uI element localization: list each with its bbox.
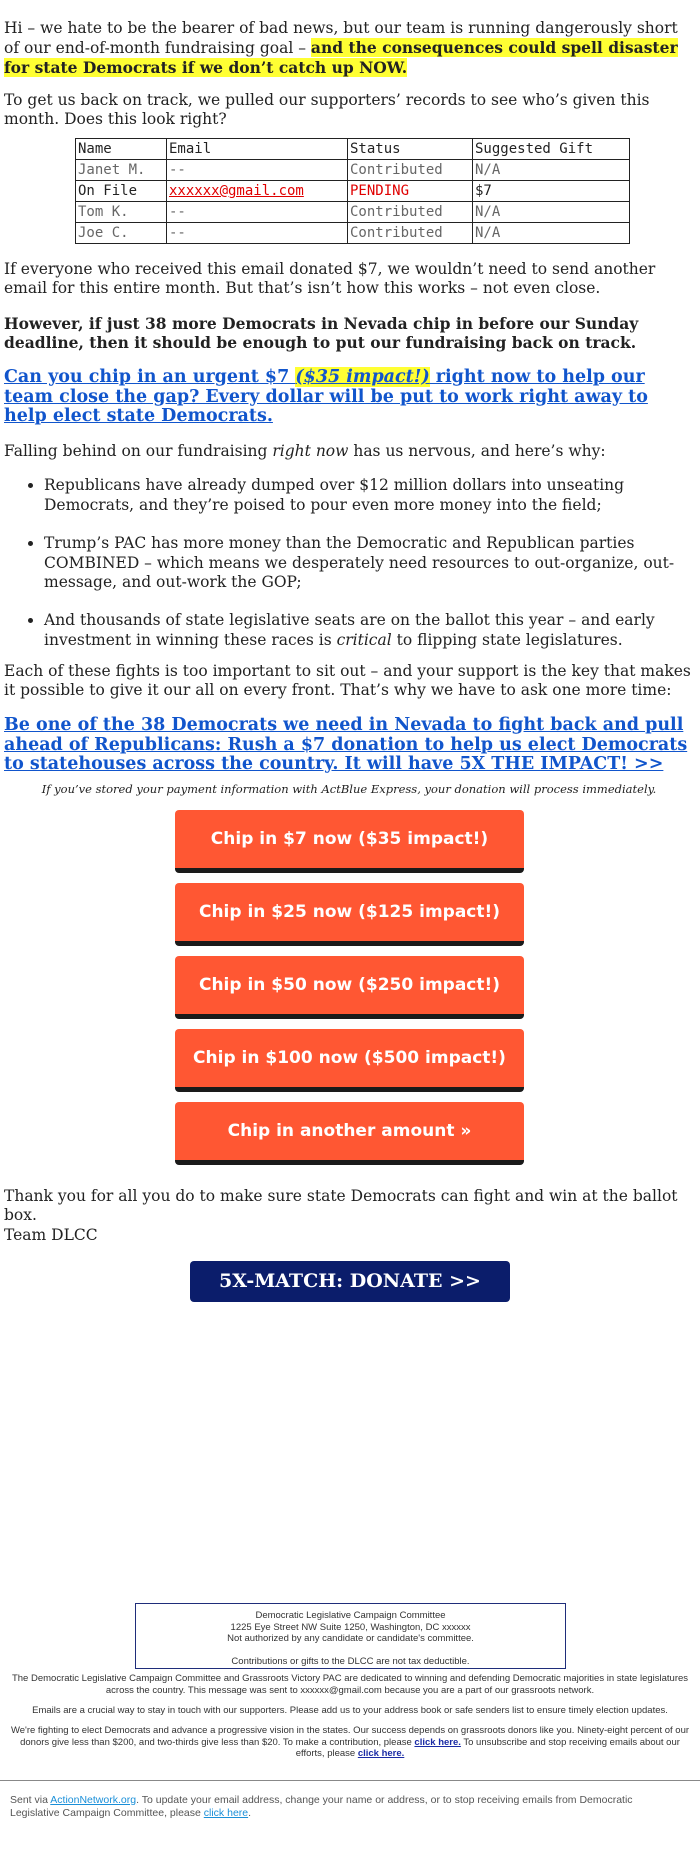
donate-25-button[interactable]: Chip in $25 now ($125 impact!) [175, 883, 524, 946]
cell-status: Contributed [348, 202, 473, 223]
cell-name: On File [76, 181, 167, 202]
however-paragraph: However, if just 38 more Democrats in Nevada chip in before our Sunday deadline, then it should be enough to put our fundraising back on track. [4, 314, 639, 352]
cell-status-pending: PENDING [348, 181, 473, 202]
table-row [76, 181, 630, 202]
contribute-link[interactable]: click here. [414, 1736, 461, 1748]
chip-in-link[interactable] [4, 368, 694, 427]
reason-text: Trump’s PAC has more money than the Democratic and Republican parties COMBINED – which means we desperately need resources to out-organize, out-message, and out-work the GOP; [44, 534, 675, 591]
list-item [44, 534, 690, 593]
cell-gift: N/A [473, 202, 630, 223]
donate-other-amount-button[interactable]: Chip in another amount » [175, 1102, 524, 1165]
donate-7-button[interactable]: Chip in $7 now ($35 impact!) [175, 810, 524, 873]
actblue-express-note: If you’ve stored your payment information with ActBlue Express, your donation will process immediately. [41, 782, 657, 796]
table-header-row [76, 139, 630, 160]
cell-gift: $7 [473, 181, 630, 202]
header-status: Status [348, 139, 473, 160]
falling-paragraph [4, 442, 690, 461]
sent-via-text: Sent via [10, 1794, 51, 1806]
header-name: Name [76, 139, 167, 160]
intro-highlight: and the consequences could spell disaster for state Democrats if we don’t catch up NOW. [4, 38, 678, 77]
everyone-paragraph: If everyone who received this email donated $7, we wouldn’t need to send another email for this entire month. But that’s isn’t how this works – not even close. [4, 260, 656, 297]
records-paragraph: To get us back on track, we pulled our supporters’ records to see who’s given this month. Does this look right? [4, 91, 650, 128]
footer-spacer [136, 1645, 565, 1657]
reason-text-emph: critical [336, 630, 392, 649]
cell-name: Tom K. [76, 202, 167, 223]
chip-in-link-before: Can you chip in an urgent $7 [4, 367, 296, 387]
donor-table [75, 138, 630, 244]
table-row [76, 202, 630, 223]
cell-email: -- [167, 223, 348, 244]
falling-before: Falling behind on our fundraising [4, 442, 273, 460]
cell-gift: N/A [473, 160, 630, 181]
donate-100-button[interactable]: Chip in $100 now ($500 impact!) [175, 1029, 524, 1092]
chip-in-link-impact: ($35 impact!) [295, 367, 430, 387]
list-item [44, 611, 690, 650]
footer-tax-note: Contributions or gifts to the DLCC are not tax deductible. [231, 1656, 470, 1667]
footer-fighting-text: We're fighting to elect Democrats and advance a progressive vision in the states. Our success depends on grassroots donors like you. Ninety-eight percent of our donors give less than $200, and two-thirds give less than $20. To make a contribution, please [10, 1725, 690, 1748]
footer-dedicated: The Democratic Legislative Campaign Committee and Grassroots Victory PAC are dedicated to winning and defending Democratic majorities in state legislatures across the country. This message was sent to xxxxxx@gmail.com because you are a part of our grassroots network. [11, 1673, 689, 1696]
unsubscribe-link[interactable]: click here. [357, 1748, 405, 1759]
email-link[interactable]: xxxxxx@gmail.com [169, 183, 304, 199]
reason-text-before: And thousands of state legislative seats are on the ballot this year – and early investment in winning these races is [44, 611, 655, 649]
list-item [44, 476, 690, 515]
falling-emph: right now [272, 442, 349, 460]
chip-in-link-after: right now to help our team close the gap? Every dollar will be put to work right away to help elect state Democrats. [4, 367, 648, 426]
sent-via-text-2: . To update your email address, change your name or address, or to stop receiving emails from Democratic Legislative Campaign Committee, please [10, 1794, 633, 1819]
signature: Team DLCC [4, 1226, 98, 1244]
footer-address: 1225 Eye Street NW Suite 1250, Washington, DC xxxxxx [230, 1621, 471, 1633]
reason-text-after: to flipping state legislatures. [391, 630, 623, 649]
footer-fighting [8, 1725, 692, 1760]
footer-not-authorized: Not authorized by any candidate or candidate's committee. [227, 1633, 474, 1644]
sent-via-end: . [248, 1807, 252, 1819]
cell-name: Janet M. [76, 160, 167, 181]
reason-text: Republicans have already dumped over $12 million dollars into unseating Democrats, and they’re poised to pour even more money into the field; [44, 476, 625, 514]
header-gift: Suggested Gift [473, 139, 630, 160]
intro-lead: Hi – we hate to be the bearer of bad news, but our team is running dangerously short of our end-of-month fundraising goal – [4, 19, 678, 57]
footer-emails-note: Emails are a crucial way to stay in touch with our supporters. Please add us to your address book or safe senders list to ensure timely election updates. [32, 1705, 668, 1716]
footer-address-box [135, 1603, 566, 1669]
cell-email: -- [167, 160, 348, 181]
falling-after: has us nervous, and here’s why: [348, 442, 606, 460]
sent-via-note [10, 1794, 680, 1820]
intro-paragraph [4, 19, 690, 78]
header-email: Email [167, 139, 348, 160]
footer-org-name: Democratic Legislative Campaign Committee [255, 1610, 446, 1621]
thanks-paragraph: Thank you for all you do to make sure state Democrats can fight and win at the ballot box. [4, 1187, 678, 1224]
donate-50-button[interactable]: Chip in $50 now ($250 impact!) [175, 956, 524, 1019]
cell-email: -- [167, 202, 348, 223]
update-preferences-link[interactable]: click here [203, 1807, 249, 1819]
table-row [76, 223, 630, 244]
footer-fighting-text-2: To unsubscribe and stop receiving emails about our efforts, please [295, 1736, 680, 1759]
table-row [76, 160, 630, 181]
footer-divider [0, 1780, 700, 1781]
cell-email [167, 181, 348, 202]
rush-donation-link[interactable]: Be one of the 38 Democrats we need in Nevada to fight back and pull ahead of Republicans: Rush a $7 donation to help us elect Democrats to statehouses across the country. It will have 5X THE IMPACT! >> [4, 715, 688, 774]
action-network-link[interactable]: ActionNetwork.org [50, 1794, 137, 1806]
match-donate-button[interactable]: 5X-MATCH: DONATE >> [190, 1261, 510, 1302]
fights-paragraph: Each of these fights is too important to sit out – and your support is the key that makes it possible to give it our all on every front. That’s why we have to ask one more time: [4, 662, 691, 699]
cell-status: Contributed [348, 223, 473, 244]
cell-name: Joe C. [76, 223, 167, 244]
cell-gift: N/A [473, 223, 630, 244]
cell-status: Contributed [348, 160, 473, 181]
